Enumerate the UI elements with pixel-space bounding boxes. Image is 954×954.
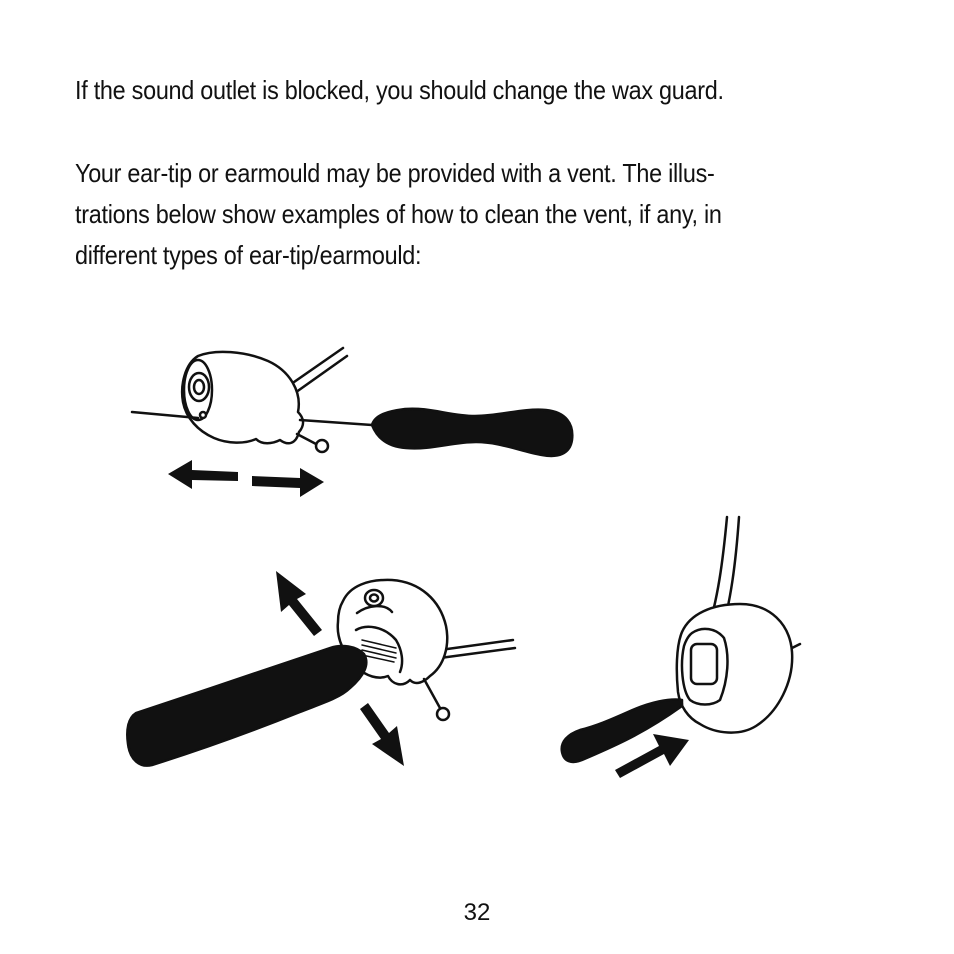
- custom-earpiece-brush-icon: [127, 580, 515, 766]
- vent-instruction-line: different types of ear-tip/earmould:: [75, 240, 422, 270]
- wax-guard-instruction: If the sound outlet is blocked, you should change the wax guard.: [75, 75, 724, 105]
- arrow-up-left-icon: [276, 571, 322, 636]
- earmould-vent-wire-icon: [562, 517, 800, 762]
- double-arrow-icon: [168, 460, 324, 497]
- page-number: 32: [463, 899, 491, 926]
- arrow-down-right-icon: [360, 703, 404, 766]
- vent-instruction-line: trations below show examples of how to clean the vent, if any, in: [75, 199, 722, 229]
- earmould-with-vent-brush-icon: [132, 348, 572, 456]
- vent-instruction-line: Your ear-tip or earmould may be provided with a vent. The illus-: [75, 158, 715, 188]
